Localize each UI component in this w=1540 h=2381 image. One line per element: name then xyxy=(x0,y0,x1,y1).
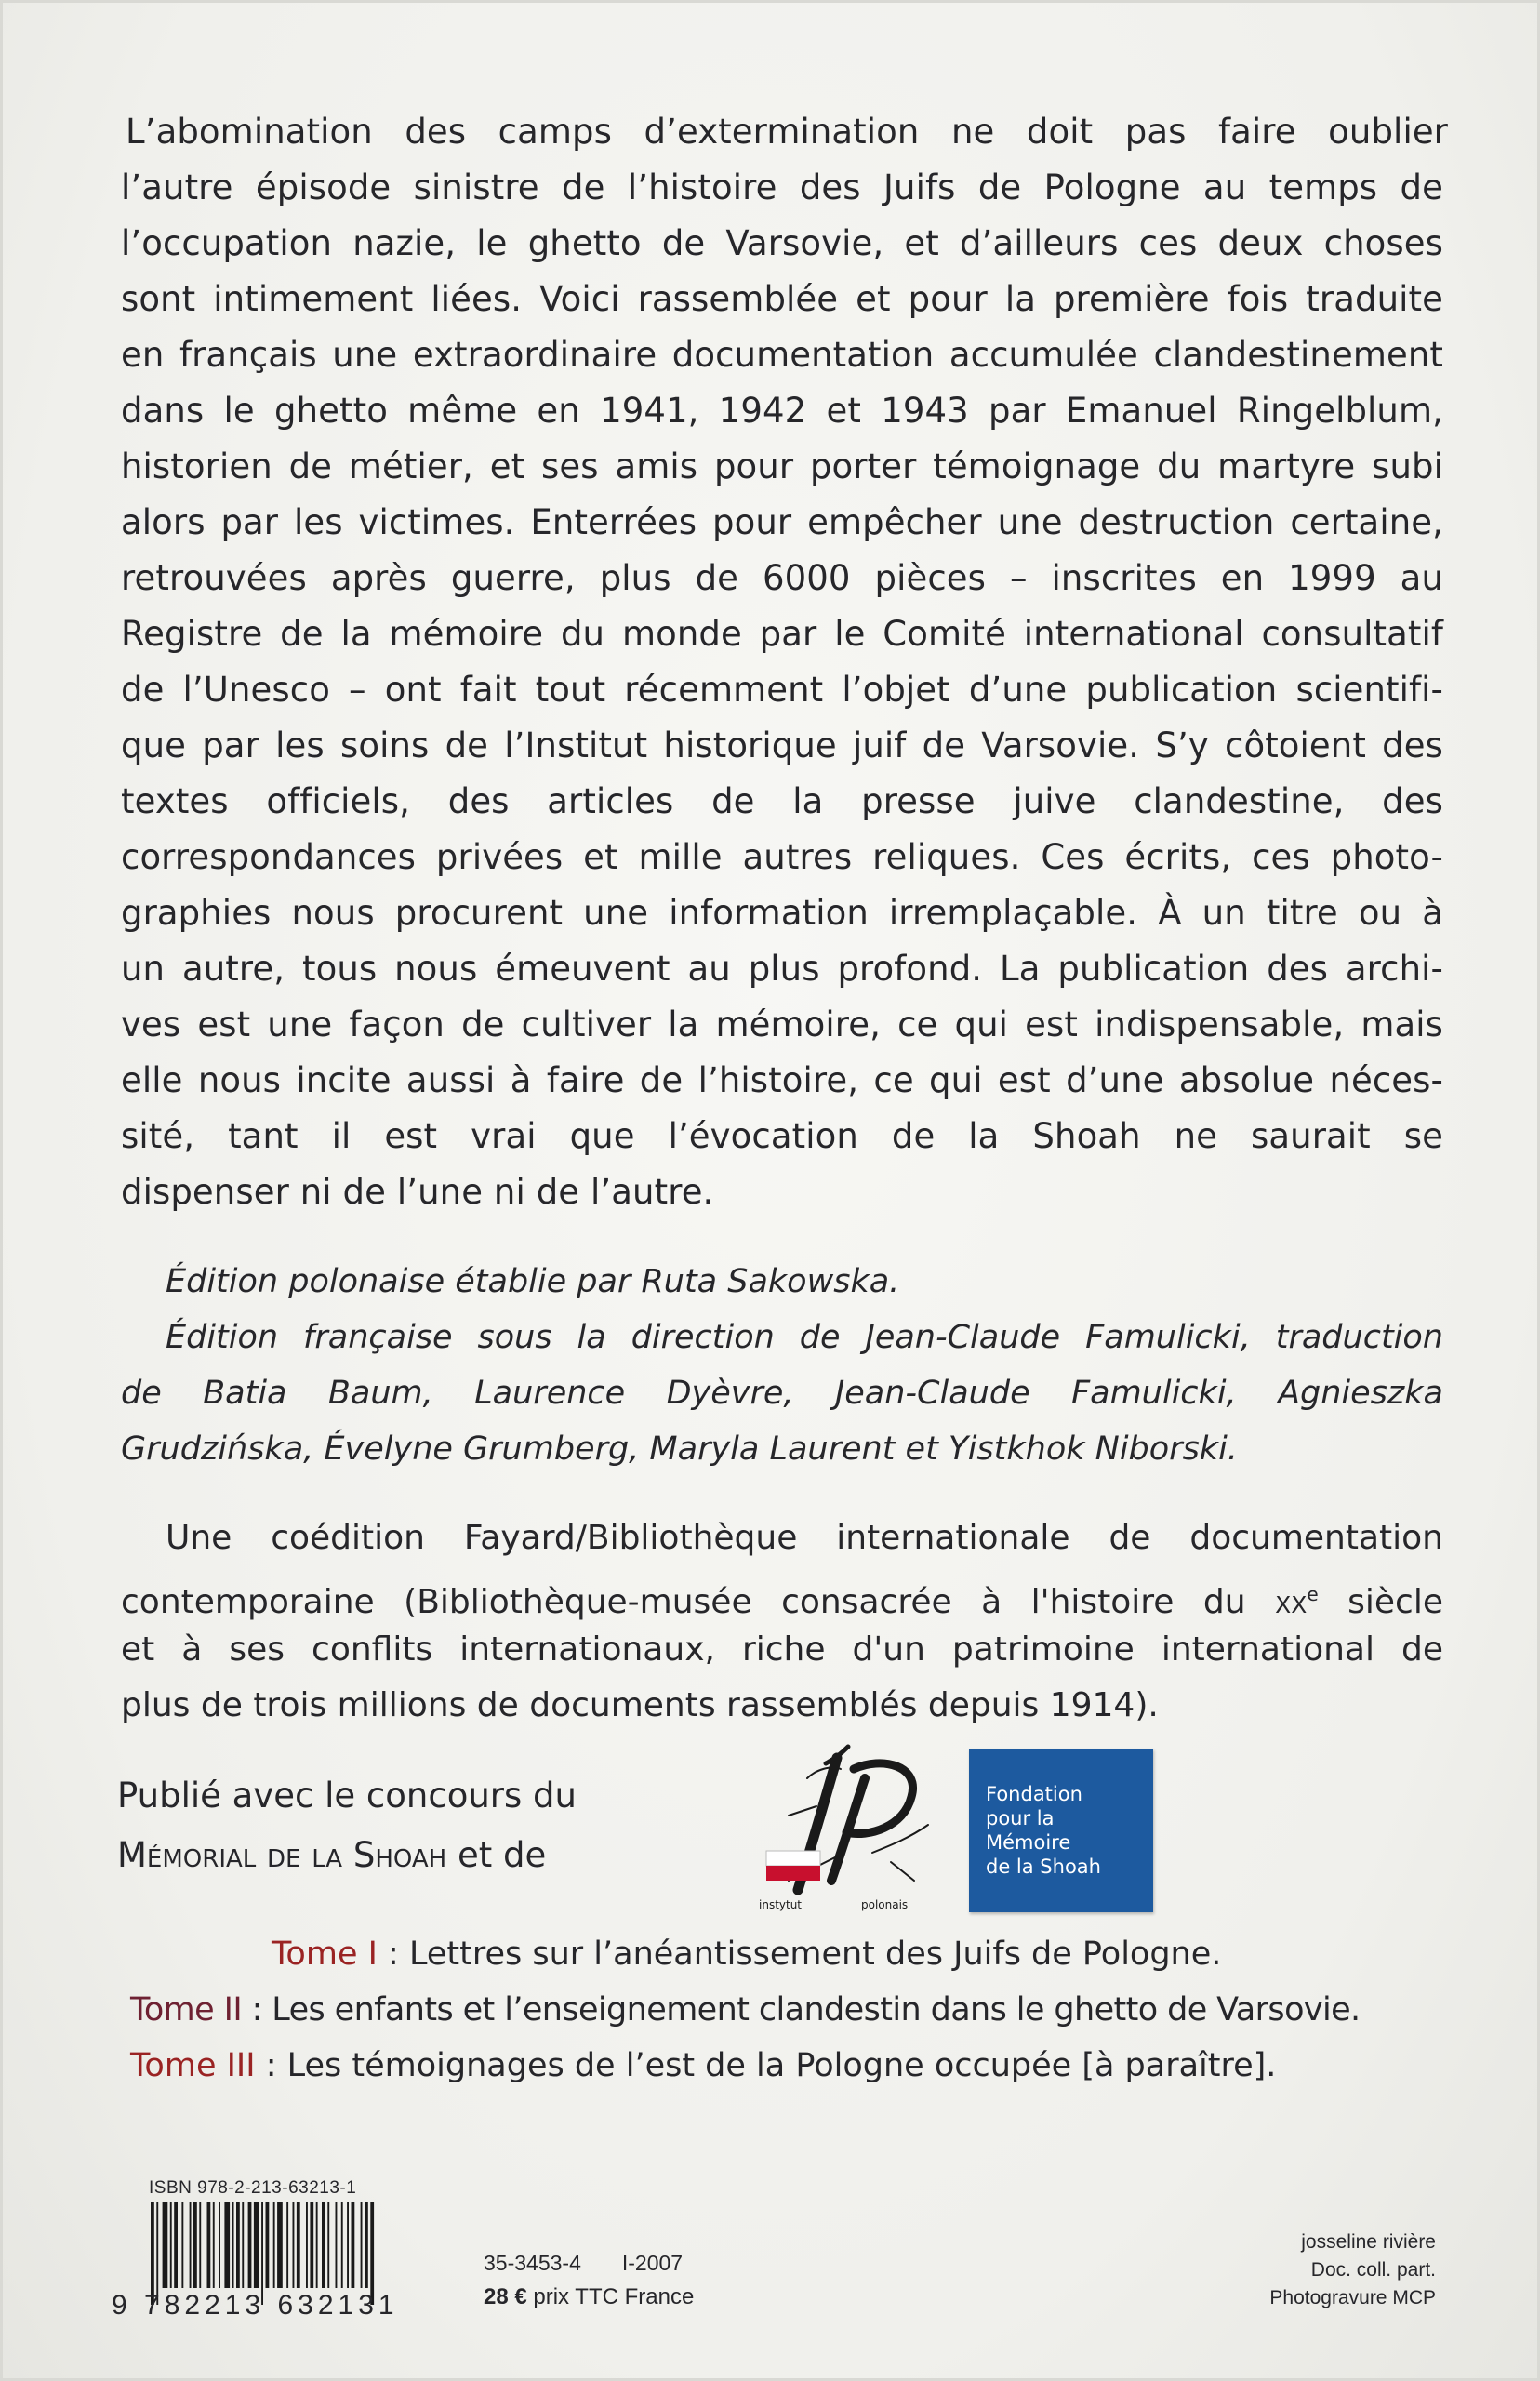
barcode-bar xyxy=(327,2202,329,2288)
barcode-bar xyxy=(347,2202,349,2288)
barcode-bar xyxy=(181,2202,183,2288)
barcode-lead-digit: 9 xyxy=(112,2290,132,2321)
barcode-bar xyxy=(224,2202,230,2288)
barcode-bar xyxy=(365,2202,368,2288)
century-suffix: e xyxy=(1307,1583,1319,1605)
barcode-bar xyxy=(232,2202,234,2288)
century-numeral: xx xyxy=(1275,1583,1308,1621)
support-line: Publié avec le concours du xyxy=(117,1776,577,1816)
volume-title: : Les enfants et l’enseignement clandestin dans le ghetto de Varsovie. xyxy=(242,1991,1361,2029)
description-line: textes officiels, des articles de la presse juive clandestine, des xyxy=(121,781,1443,821)
barcode-bar xyxy=(293,2202,295,2288)
barcode-bar xyxy=(207,2202,211,2288)
isbn-label: ISBN 978-2-213-63213-1 xyxy=(149,2178,357,2198)
barcode-bar xyxy=(190,2202,192,2288)
volume-label: Tome I xyxy=(272,1935,378,1973)
coedition-line xyxy=(121,1568,1443,1629)
polish-edition-credit: Édition polonaise établie par Ruta Sakowska. xyxy=(166,1263,900,1300)
coedition-text: siècle xyxy=(1318,1583,1443,1621)
price-line xyxy=(484,2284,694,2310)
product-code: 35-3453-4 xyxy=(484,2251,581,2275)
barcode-bar xyxy=(242,2202,244,2288)
french-edition-credit-line: Édition française sous la direction de Jean-Claude Famulicki, traduction xyxy=(166,1319,1443,1356)
barcode-bar xyxy=(266,2202,270,2288)
memorial-name: Mémorial de la Shoah xyxy=(117,1835,447,1875)
description-line: en français une extraordinaire documentation accumulée clandestinement xyxy=(121,335,1443,375)
barcode-bar xyxy=(306,2202,308,2288)
volume-label: Tome III xyxy=(130,2047,256,2084)
barcode-right-digits: 632131 xyxy=(277,2290,399,2321)
barcode-bar xyxy=(286,2202,288,2288)
price-value: 28 € xyxy=(484,2284,527,2309)
description-line: dispenser ni de l’une ni de l’autre. xyxy=(121,1172,714,1212)
description-line: historien de métier, et ses amis pour porter témoignage du martyre subi xyxy=(121,446,1443,486)
description-line: dans le ghetto même en 1941, 1942 et 1943 par Emanuel Ringelblum, xyxy=(121,391,1443,431)
photo-credit-line: Photogravure MCP xyxy=(1269,2287,1436,2308)
barcode-bar xyxy=(297,2202,300,2288)
description-line: l’autre épisode sinistre de l’histoire des Juifs de Pologne au temps de xyxy=(121,167,1443,207)
photo-credit-line: josseline rivière xyxy=(1301,2231,1436,2253)
barcode-bar xyxy=(199,2202,201,2288)
volume-label: Tome II xyxy=(130,1991,243,2029)
fondation-logo-text: Fondation pour la Mémoire de la Shoah xyxy=(986,1783,1101,1878)
barcode-bar xyxy=(163,2202,168,2288)
description-line: ves est une façon de cultiver la mémoire, ce qui est indispensable, mais xyxy=(121,1004,1443,1044)
photo-credit-line: Doc. coll. part. xyxy=(1310,2259,1436,2281)
description-line: elle nous incite aussi à faire de l’histoire, ce qui est d’une absolue néces- xyxy=(121,1060,1443,1100)
price-suffix: prix TTC France xyxy=(526,2284,695,2309)
fondation-memoire-shoah-logo xyxy=(969,1749,1153,1912)
coedition-text: contemporaine (Bibliothèque-musée consacrée à l'histoire du xyxy=(121,1583,1276,1621)
barcode-bar xyxy=(219,2202,220,2288)
coedition-line: Une coédition Fayard/Bibliothèque internationale de documentation xyxy=(166,1519,1443,1557)
barcode-bar xyxy=(336,2202,338,2288)
barcode-bar xyxy=(352,2202,355,2288)
description-line: Registre de la mémoire du monde par le Comité international consultatif xyxy=(121,614,1443,654)
institut-right-label: polonais xyxy=(861,1898,909,1911)
barcode-bar xyxy=(248,2202,252,2288)
barcode-bar xyxy=(277,2202,283,2288)
barcode-bar xyxy=(341,2202,343,2288)
barcode-bar xyxy=(361,2202,363,2288)
description-line: que par les soins de l’Institut historique juif de Varsovie. S’y côtoient des xyxy=(121,725,1443,765)
barcode-bar xyxy=(236,2202,240,2288)
support-line xyxy=(117,1829,546,1882)
barcode-bar xyxy=(322,2202,325,2288)
coedition-line: et à ses conflits internationaux, riche d'un patrimoine international de xyxy=(121,1630,1443,1669)
barcode-bar xyxy=(254,2202,259,2288)
french-edition-credit-line: de Batia Baum, Laurence Dyèvre, Jean-Claude Famulicki, Agnieszka xyxy=(121,1375,1443,1412)
volume-title: : Les témoignages de l’est de la Pologne occupée [à paraître]. xyxy=(255,2047,1277,2084)
description-line: l’occupation nazie, le ghetto de Varsovie, et d’ailleurs ces deux choses xyxy=(121,223,1443,263)
barcode-bar xyxy=(174,2202,178,2288)
barcode-digits xyxy=(112,2290,399,2321)
barcode-left-digits: 782213 xyxy=(144,2290,266,2321)
description-line: de l’Unesco – ont fait tout récemment l’objet d’une publication scientifi- xyxy=(121,670,1443,710)
barcode-bar xyxy=(193,2202,197,2288)
description-line: correspondances privées et mille autres reliques. Ces écrits, ces photo- xyxy=(121,837,1443,877)
volume-item xyxy=(130,1987,1361,2033)
institut-left-label: instytut xyxy=(759,1898,803,1911)
barcode-bar xyxy=(170,2202,172,2288)
barcode-bar xyxy=(273,2202,275,2288)
product-code-line xyxy=(484,2251,683,2276)
description-line: un autre, tous nous émeuvent au plus profond. La publication des archi- xyxy=(121,949,1443,989)
barcode-bar xyxy=(310,2202,313,2288)
description-line: L’abomination des camps d’extermination ne doit pas faire oublier xyxy=(126,112,1448,152)
barcode-bar xyxy=(213,2202,215,2288)
description-line: sont intimement liées. Voici rassemblée et pour la première fois traduite xyxy=(121,279,1443,319)
photo-credits xyxy=(1269,2228,1436,2312)
french-edition-credit-line: Grudzińska, Évelyne Grumberg, Maryla Laurent et Yistkhok Niborski. xyxy=(121,1430,1238,1468)
volume-item xyxy=(272,1931,1221,1977)
support-text: et de xyxy=(446,1835,547,1875)
barcode-bar xyxy=(316,2202,318,2288)
volume-title: : Lettres sur l’anéantissement des Juifs de Pologne. xyxy=(377,1935,1222,1973)
coedition-line: plus de trois millions de documents rassemblés depuis 1914). xyxy=(121,1686,1159,1724)
description-line: sité, tant il est vrai que l’évocation de la Shoah ne saurait se xyxy=(121,1116,1443,1156)
description-line: retrouvées après guerre, plus de 6000 pièces – inscrites en 1999 au xyxy=(121,558,1443,598)
print-date: I-2007 xyxy=(621,2251,684,2275)
volume-item xyxy=(130,2042,1276,2089)
description-line: alors par les victimes. Enterrées pour empêcher une destruction certaine, xyxy=(121,502,1443,542)
description-line: graphies nous procurent une information irremplaçable. À un titre ou à xyxy=(121,893,1443,933)
institut-polonais-logo xyxy=(751,1741,951,1918)
